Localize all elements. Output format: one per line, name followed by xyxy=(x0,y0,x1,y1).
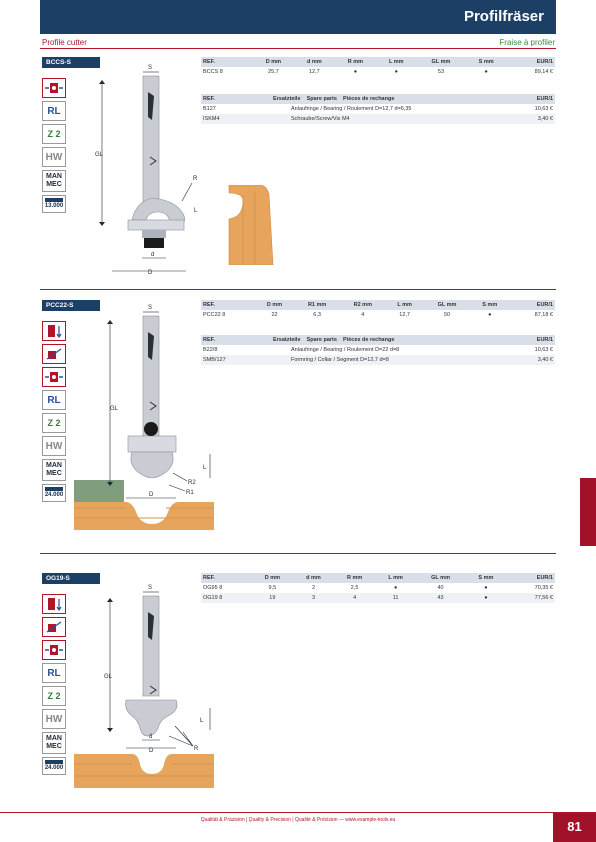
footer-divider xyxy=(0,812,596,813)
product-code-tab: OG19-S xyxy=(42,573,100,584)
chapter-tab xyxy=(580,478,596,546)
teeth-count-icon: Z 2 xyxy=(42,686,66,706)
rpm-bar-icon xyxy=(45,198,63,202)
rpm-bar-icon xyxy=(45,487,63,491)
feed-type-icon: MAN MEC xyxy=(42,732,66,754)
plunge-icon xyxy=(42,321,66,341)
spare-header: Ersatzteile Spare parts Pièces de rechange xyxy=(271,94,516,104)
hardmetal-icon: HW xyxy=(42,709,66,729)
table-row: BCCS 8 25,7 12,7 ● ● 53 ● 89,14 € xyxy=(203,69,553,75)
teeth-count-icon: Z 2 xyxy=(42,124,66,144)
feature-icon-column xyxy=(42,321,66,505)
s-label: S xyxy=(148,305,153,311)
r-label: R xyxy=(194,746,199,752)
edge-profile-icon xyxy=(42,344,66,364)
feature-icon-column xyxy=(42,594,66,778)
r2-label: R2 xyxy=(188,480,196,486)
spec-table-pcc: REF. D mm R1 mm R2 mm L mm GL mm S mm EUR/1 PCC22 8 22 6,3 4 12,7 50 ● 87,18 € xyxy=(203,302,553,318)
section-divider xyxy=(40,553,556,554)
spare-parts-table-bccs: REF. Ersatzteile Spare parts Pièces de rechange EUR/1 B127 Anlaufringe / Bearing / Roulement D=12,7 d=6,35 10,63 € ISKM4 Schraube/Screw/Vis M4 3,40 € xyxy=(203,96,553,122)
table-row: B22/8 Anlaufringe / Bearing / Roulement D=22 d=8 10,63 € xyxy=(203,347,553,353)
gl-label: GL xyxy=(110,406,119,412)
feed-type-icon: MAN MEC xyxy=(42,170,66,192)
rl-rotation-icon: RL xyxy=(42,101,66,121)
section-divider xyxy=(40,289,556,290)
table-row: PCC22 8 22 6,3 4 12,7 50 ● 87,18 € xyxy=(203,312,553,318)
gl-label: GL xyxy=(104,674,113,680)
s-label: S xyxy=(148,585,153,591)
D-label: D xyxy=(149,748,154,754)
d-small-label: d xyxy=(151,252,155,258)
bccs-drawing xyxy=(90,62,200,282)
D-label: D xyxy=(148,270,153,276)
bearing-guided-icon xyxy=(42,640,66,660)
r1-label: R1 xyxy=(186,490,194,496)
hardmetal-icon: HW xyxy=(42,436,66,456)
rpm-badge: 24.000 xyxy=(42,757,66,775)
l-label: L xyxy=(194,208,198,214)
rpm-badge: 24.000 xyxy=(42,484,66,502)
spec-table-og: REF. D mm d mm R mm L mm GL mm S mm EUR/1 OG95 8 9,5 2 2,5 ● 40 ● 70,35 € OG19 8 19 3 4 11 43 ● 77,56 € xyxy=(203,575,553,601)
l-label: L xyxy=(200,718,204,724)
d-small-label: d xyxy=(149,734,153,740)
table-row: OG19 8 19 3 4 11 43 ● 77,56 € xyxy=(203,595,553,601)
og-drawing xyxy=(74,582,214,797)
table-row: B127 Anlaufringe / Bearing / Roulement D=12,7 d=6,35 10,63 € xyxy=(203,106,553,112)
bearing-guided-icon xyxy=(42,78,66,98)
hardmetal-icon: HW xyxy=(42,147,66,167)
spec-table-bccs: REF. D mm d mm R mm L mm GL mm S mm EUR/1 BCCS 8 25,7 12,7 ● ● 53 ● 89,14 € xyxy=(203,59,553,75)
footer-text: Qualität & Präzision | Quality & Precision | Qualité & Précision — www.example-tools.eu xyxy=(200,817,396,823)
divider xyxy=(40,48,556,49)
edge-profile-icon xyxy=(42,617,66,637)
r-label: R xyxy=(193,176,198,182)
spare-parts-table-pcc: REF. Ersatzteile Spare parts Pièces de rechange EUR/1 B22/8 Anlaufringe / Bearing / Roulement D=22 d=8 10,63 € SMB/127 Formring / Collar / Segment D=12,7 d=8 3,40 € xyxy=(203,337,553,363)
table-row: OG95 8 9,5 2 2,5 ● 40 ● 70,35 € xyxy=(203,585,553,591)
pcc-drawing xyxy=(74,302,214,532)
l-label: L xyxy=(203,465,207,471)
table-row: ISKM4 Schraube/Screw/Vis M4 3,40 € xyxy=(203,116,553,122)
s-label: S xyxy=(148,65,153,71)
spare-header: Ersatzteile Spare parts Pièces de rechange xyxy=(271,335,513,345)
plunge-icon xyxy=(42,594,66,614)
table-row: SMB/127 Formring / Collar / Segment D=12,7 d=8 3,40 € xyxy=(203,357,553,363)
rl-rotation-icon: RL xyxy=(42,663,66,683)
page-number: 81 xyxy=(553,813,596,842)
feature-icon-column xyxy=(42,78,66,216)
rpm-badge: 13.000 xyxy=(42,195,66,213)
product-code-tab: PCC22-S xyxy=(42,300,100,311)
rl-rotation-icon: RL xyxy=(42,390,66,410)
teeth-count-icon: Z 2 xyxy=(42,413,66,433)
rpm-bar-icon xyxy=(45,760,63,764)
gl-label: GL xyxy=(95,152,104,158)
subtitle-english: Profile cutter xyxy=(42,38,87,47)
page-header xyxy=(40,0,556,34)
wood-profile-1 xyxy=(225,185,275,265)
feed-type-icon: MAN MEC xyxy=(42,459,66,481)
product-code-tab: BCCS-S xyxy=(42,57,100,68)
page-title: Profilfräser xyxy=(463,8,544,25)
subtitle-french: Fraise à profiler xyxy=(499,38,555,47)
D-label: D xyxy=(149,492,154,498)
bearing-guided-icon xyxy=(42,367,66,387)
